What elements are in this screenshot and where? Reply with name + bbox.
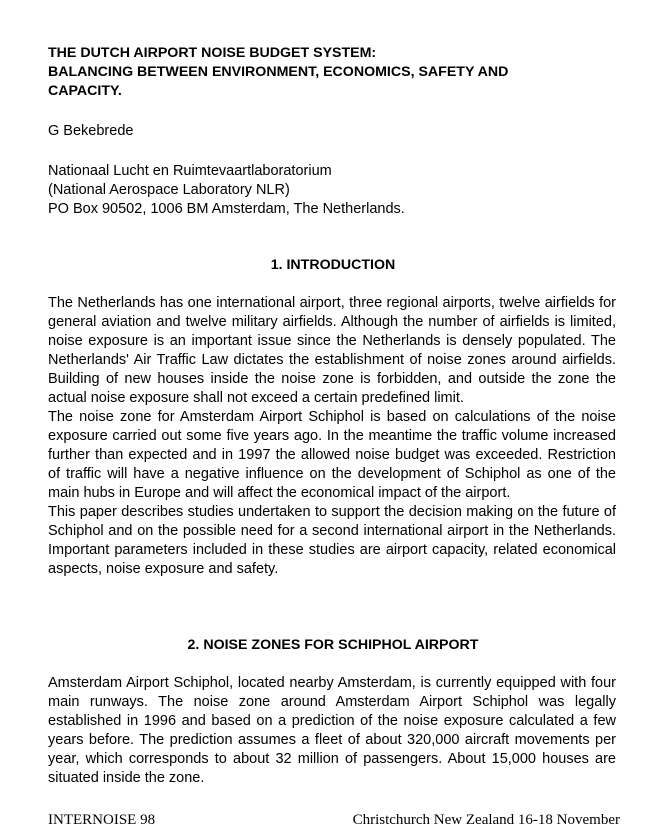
affiliation-line-3: PO Box 90502, 1006 BM Amsterdam, The Netherlands. <box>48 201 405 217</box>
section-1-heading: 1. INTRODUCTION <box>270 257 396 273</box>
affiliation <box>48 162 405 219</box>
title-line-1: THE DUTCH AIRPORT NOISE BUDGET SYSTEM: <box>48 45 377 61</box>
title-line-3: CAPACITY. <box>48 83 122 99</box>
paragraph: The Netherlands has one international airport, three regional airports, twelve airfields for general aviation and twelve military airfields. Although the number of airfields is limited, noise exposure is an important issue since the Netherlands is densely populated. The Netherlands' Air Traffic Law dictates the establishment of noise zones around airfields. Building of new houses inside the noise zone is forbidden, and outside the zone the actual noise exposure shall not exceed a certain predefined limit. <box>48 295 616 406</box>
paragraph: The noise zone for Amsterdam Airport Schiphol is based on calculations of the noise exposure carried out some five years ago. In the meantime the traffic volume increased further than expected and in 1997 the allowed noise budget was exceeded. Restriction of traffic will have a negative influence on the development of Schiphol as one of the main hubs in Europe and will affect the economical impact of the airport. <box>48 409 616 501</box>
section-1-body <box>48 294 616 579</box>
paragraph: Amsterdam Airport Schiphol, located nearby Amsterdam, is currently equipped with four main runways. The noise zone around Amsterdam Airport Schiphol was legally established in 1996 and based on a prediction of the noise exposure calculated a few years before. The prediction assumes a fleet of about 320,000 aircraft movements per year, which corresponds to about 32 million of passengers. About 15,000 houses are situated inside the zone. <box>48 675 616 786</box>
paragraph: This paper describes studies undertaken to support the decision making on the future of Schiphol and on the possible need for a second international airport in the Netherlands. Important parameters included in these studies are airport capacity, related economical aspects, noise exposure and safety. <box>48 504 616 577</box>
footer-conference: INTERNOISE 98 <box>48 812 156 828</box>
affiliation-line-2: (National Aerospace Laboratory NLR) <box>48 182 290 198</box>
affiliation-line-1: Nationaal Lucht en Ruimtevaartlaboratorium <box>48 163 332 179</box>
footer-location-date: Christchurch New Zealand 16-18 November <box>352 812 620 828</box>
title-line-2: BALANCING BETWEEN ENVIRONMENT, ECONOMICS, SAFETY AND <box>48 64 509 80</box>
paper-title <box>48 44 618 101</box>
section-2-heading: 2. NOISE ZONES FOR SCHIPHOL AIRPORT <box>187 637 479 653</box>
section-2-body <box>48 674 616 788</box>
author-name: G Bekebrede <box>48 123 134 139</box>
